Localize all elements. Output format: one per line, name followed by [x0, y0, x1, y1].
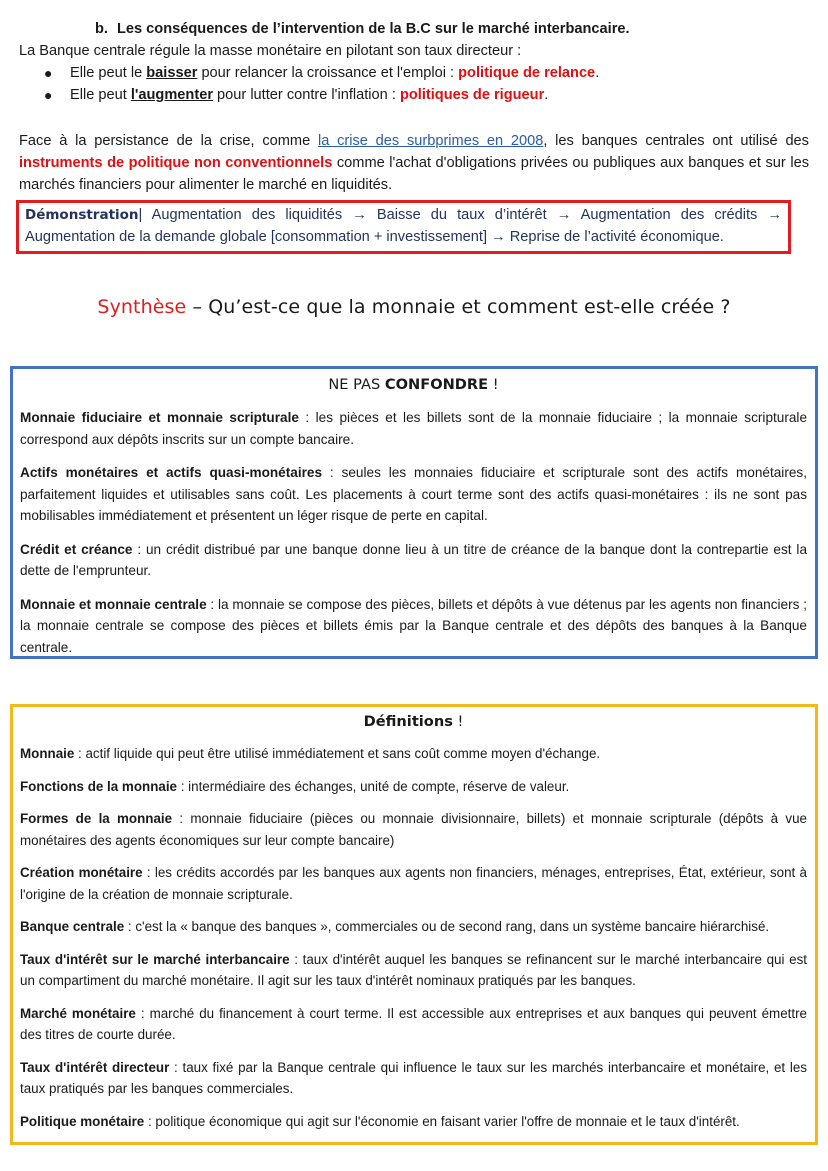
definition-entry: Politique monétaire : politique économique qui agit sur l'économie en faisant varier l'offre de monnaie et le taux d'intérêt. — [20, 1113, 740, 1129]
synthese-word: Synthèse — [97, 296, 187, 318]
definition-entry: Fonctions de la monnaie : intermédiaire des échanges, unité de compte, réserve de valeur. — [20, 778, 570, 794]
definitions-heading: Définitions ! — [363, 713, 464, 730]
confondre-entry: Actifs monétaires et actifs quasi-monétaires : seules les monnaies fiduciaire et scripturale sont des actifs monétaires, parfaitement liquides et utilisables sans coût. Les placements à court terme sont des actifs quasi-monétaires : ils ne sont pas mobilisables immédiatement et présentent un léger risque de perte en capital. — [20, 465, 807, 523]
crisis-paragraph: Face à la persistance de la crise, comme la crise des surbprimes en 2008, les banques centrales ont utilisé des instruments de politique non conventionnels comme l'achat d'obligations privées ou publiques aux banques et sur les marchés financiers pour alimenter le marché en liquidités. — [19, 133, 809, 193]
synthese-heading — [19, 296, 809, 318]
section-heading — [95, 18, 809, 40]
definition-entry: Taux d'intérêt sur le marché interbancaire : taux d'intérêt auquel les banques se refinancent sur le marché interbancaire qui est un compartiment du marché monétaire. Il agit sur les taux d'intérêt nominaux pratiqués par les banques. — [20, 951, 808, 988]
definition-entry: Taux d'intérêt directeur : taux fixé par la Banque centrale qui influence le taux sur les marchés interbancaire et monétaire, et les taux pratiqués par les banques commerciales. — [20, 1059, 807, 1096]
policy-relance: politique de relance — [458, 65, 596, 81]
definition-entry: Formes de la monnaie : monnaie fiduciaire (pièces ou monnaie divisionnaire, billets) et monnaie scripturale (dépôts à vue monétaires des agents économiques sur leur compte bancaire) — [20, 811, 807, 848]
keyword-lower: baisser — [146, 65, 198, 81]
definition-entry: Marché monétaire : marché du financement à court terme. Il est accessible aux entreprises et aux banques qui peuvent émettre des titres de courte durée. — [20, 1005, 807, 1042]
section-title-text: Les conséquences de l’intervention de la B.C sur le marché interbancaire. — [116, 21, 630, 37]
bullet-item-lower: ● Elle peut le baisser pour relancer la croissance et l'emploi : politique de relance. — [19, 62, 809, 84]
policy-rigueur: politiques de rigueur — [399, 87, 545, 103]
definition-entry: Création monétaire : les crédits accordés par les banques aux agents non financiers, ménages, entreprises, État, extérieur, sont à l'origine de la création de monnaie scripturale. — [20, 865, 807, 902]
demonstration-text: | Augmentation des liquidités → Baisse du taux d’intérêt → Augmentation des crédits → Augmentation de la demande globale [consommation + investissement] → Reprise de l’activité économique. — [25, 207, 782, 245]
definition-entry: Banque centrale : c'est la « banque des banques », commerciales ou de second rang, dans un système bancaire hiérarchisé. — [20, 919, 770, 934]
confondre-entry: Monnaie fiduciaire et monnaie scripturale : les pièces et les billets sont de la monnaie fiduciaire ; la monnaie scripturale correspond aux dépôts inscrits sur un compte bancaire. — [20, 410, 808, 447]
bullet-dot-icon: ● — [44, 65, 53, 81]
definitions-box — [10, 704, 818, 1145]
confondre-box — [10, 366, 818, 659]
bullet-dot-icon: ● — [44, 87, 53, 103]
unconventional-instruments: instruments de politique non conventionnels — [19, 155, 333, 171]
keyword-raise: l'augmenter — [130, 87, 213, 103]
definition-entry: Monnaie : actif liquide qui peut être utilisé immédiatement et sans coût comme moyen d'échange. — [20, 746, 601, 761]
confondre-heading: NE PAS CONFONDRE ! — [328, 376, 499, 393]
document-page — [19, 18, 809, 318]
confondre-entry: Monnaie et monnaie centrale : la monnaie se compose des pièces, billets et dépôts à vue détenus par les agents non financiers ; la monnaie centrale se compose des pièces et billets émis par la Banque centrale et des dépôts des banques à la Banque centrale. — [20, 596, 807, 655]
confondre-entry: Crédit et créance : un crédit distribué par une banque donne lieu à un titre de créance de la banque dont la contrepartie est la dette de l'emprunteur. — [20, 541, 807, 578]
demonstration-label: Démonstration — [25, 207, 139, 223]
intro-paragraph: La Banque centrale régule la masse monétaire en pilotant son taux directeur : — [19, 43, 522, 59]
synthese-question: – Qu’est-ce que la monnaie et comment est-elle créée ? — [186, 296, 731, 318]
policy-bullet-list — [19, 62, 809, 106]
section-letter: b. — [95, 21, 108, 37]
demonstration-box — [16, 200, 791, 254]
subprime-crisis-link[interactable]: la crise des surbprimes en 2008 — [317, 133, 544, 149]
bullet-item-raise: ● Elle peut l'augmenter pour lutter contre l'inflation : politiques de rigueur. — [19, 84, 809, 106]
